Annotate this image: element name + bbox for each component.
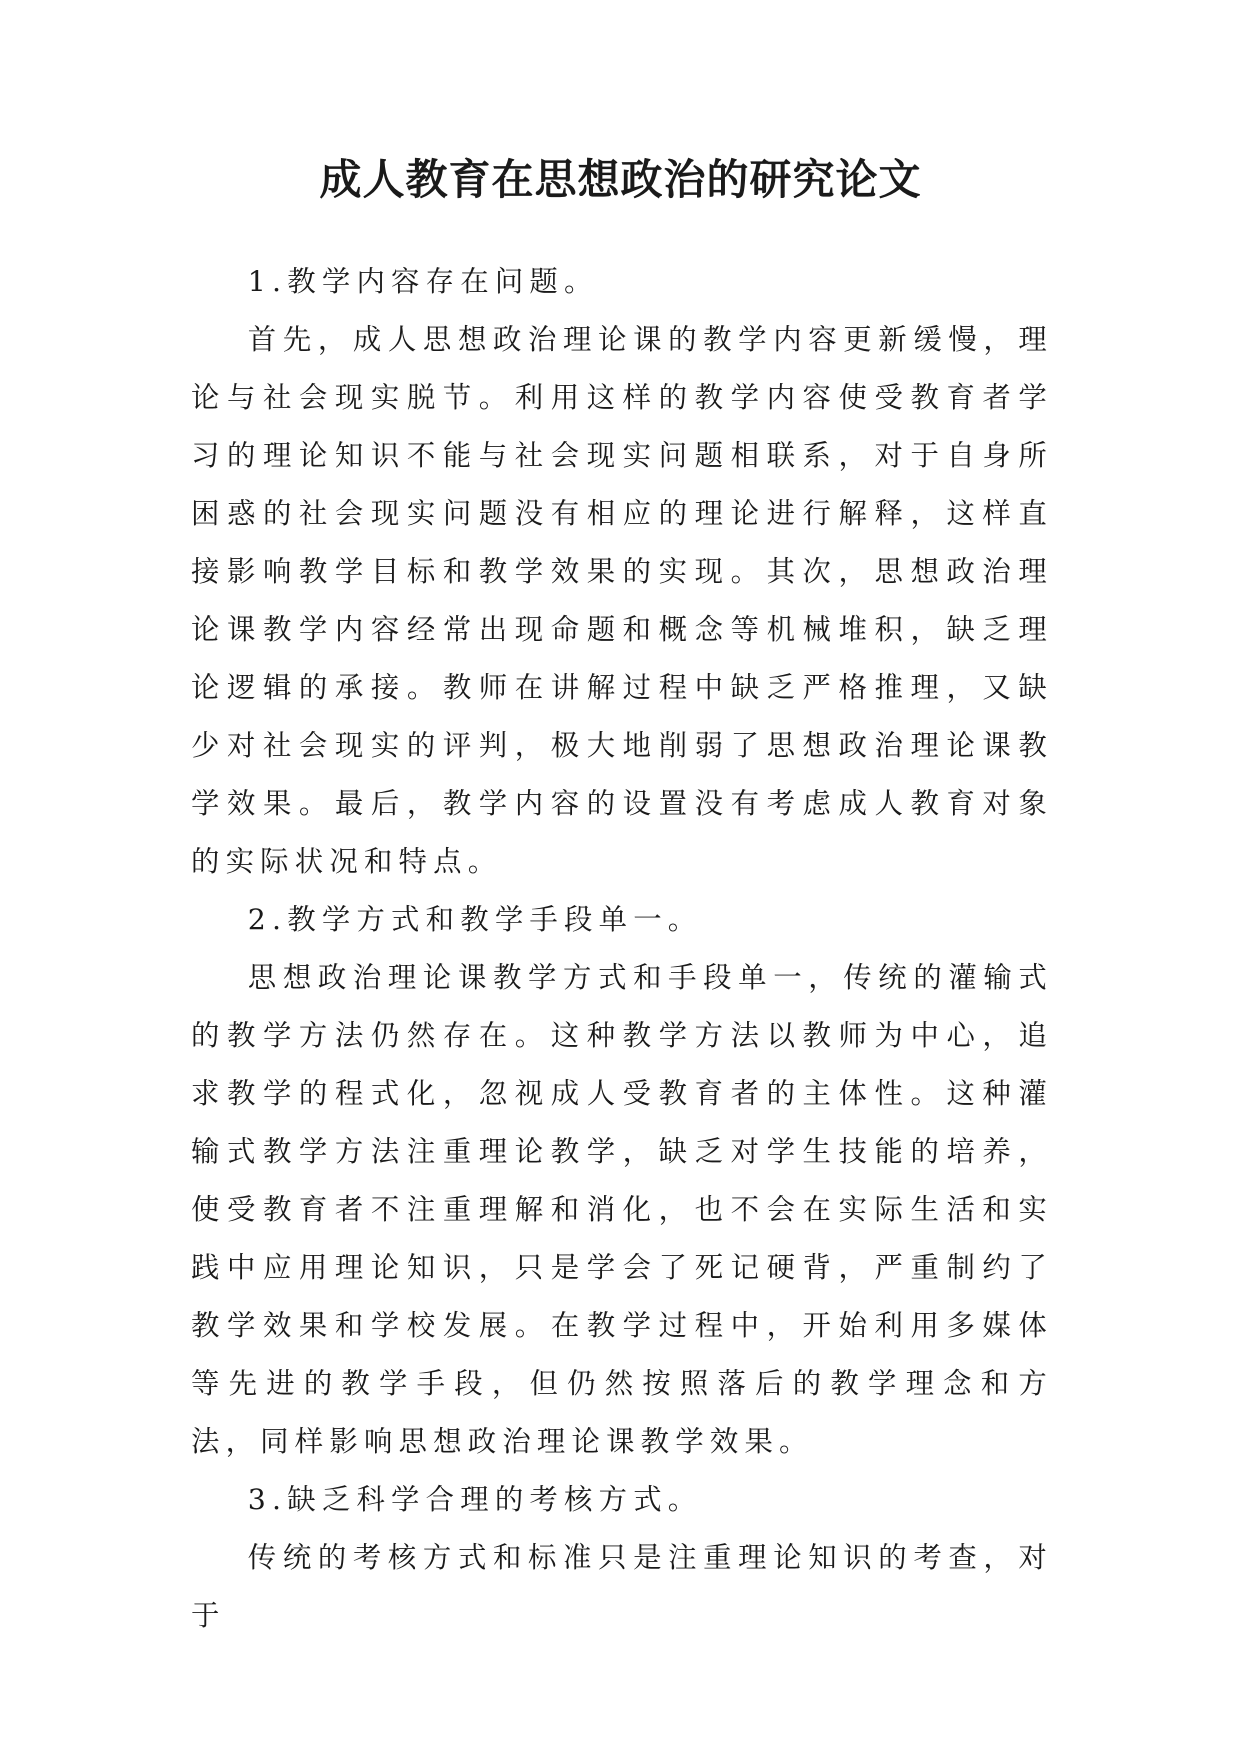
paragraph-content-2: 思想政治理论课教学方式和手段单一，传统的灌输式的教学方法仍然存在。这种教学方法以教师为中心，追求教学的程式化，忽视成人受教育者的主体性。这种灌输式教学方法注重理论教学，缺乏对学生技能的培养，使受教育者不注重理解和消化，也不会在实际生活和实践中应用理论知识，只是学会了死记硬背，严重制约了教学效果和学校发展。在教学过程中，开始利用多媒体等先进的教学手段，但仍然按照落后的教学理念和方法，同样影响思想政治理论课教学效果。 bbox=[191, 961, 1053, 1458]
paragraph-heading-3: 3.缺乏科学合理的考核方式。 bbox=[247, 1483, 703, 1516]
document-body bbox=[191, 253, 1053, 1645]
document-title: 成人教育在思想政治的研究论文 bbox=[319, 155, 922, 204]
paragraph-heading-1: 1.教学内容存在问题。 bbox=[247, 265, 599, 298]
paragraph-heading-2: 2.教学方式和教学手段单一。 bbox=[247, 903, 703, 936]
paragraph-content-3: 传统的考核方式和标准只是注重理论知识的考查，对于 bbox=[191, 1541, 1053, 1632]
paragraph-content-1: 首先，成人思想政治理论课的教学内容更新缓慢，理论与社会现实脱节。利用这样的教学内容使受教育者学习的理论知识不能与社会现实问题相联系，对于自身所困惑的社会现实问题没有相应的理论进行解释，这样直接影响教学目标和教学效果的实现。其次，思想政治理论课教学内容经常出现命题和概念等机械堆积，缺乏理论逻辑的承接。教师在讲解过程中缺乏严格推理，又缺少对社会现实的评判，极大地削弱了思想政治理论课教学效果。最后，教学内容的设置没有考虑成人教育对象的实际状况和特点。 bbox=[191, 323, 1053, 878]
